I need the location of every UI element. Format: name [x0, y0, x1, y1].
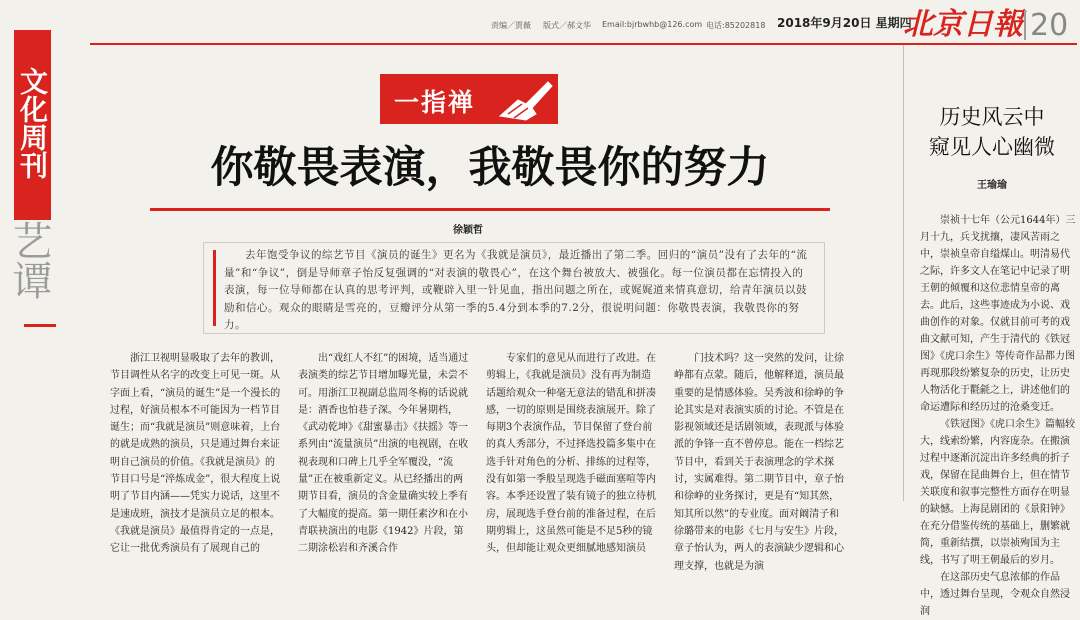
- headline-rule: [150, 208, 830, 211]
- article-author: 徐颖哲: [453, 225, 483, 236]
- sidebar-paragraph: 《铁冠图》《虎口余生》篇幅较大，线索纷繁，内容庞杂。在搬演过程中逐渐沉淀出许多经典的折子戏，保留在昆曲舞台上，但在情节关联度和叙事完整性方面存在明显的缺憾。上海昆剧团的《景阳钟》在充分借鉴传统的基础上，删繁就简，重新结撰，以崇祯殉国为主线，书写了明王朝最后的岁月。: [920, 419, 1075, 566]
- section-masthead: [14, 30, 51, 220]
- sidebar-body: [920, 212, 1076, 617]
- sidebar-paragraph: 崇祯十七年（公元1644年）三月十九，兵戈扰攘，凄风苦雨之中，崇祯皇帝自缢煤山。明清易代之际，许多文人在笔记中记录了明王朝的倾覆和这位悲情皇帝的离去。此后，这些事迹成为小说、戏曲创作的对象。仅就目前可考的戏曲文献可知，产生于清代的《铁冠图》《虎口余生》等传奇作品都力图再现那段纷繁复杂的历史，让历史人物活化于氍毹之上，讲述他们的命运遭际和经历过的沧桑变迁。: [920, 215, 1076, 413]
- column-1-text: 浙江卫视明显吸取了去年的教训，节目调性从名字的改变上可见一斑。从字面上看，“演员的诞生”是一个漫长的过程，好演员根本不可能因为一档节目诞生；而“我就是演员”则意味着，上台的就是成熟的演员，只是通过舞台来证明自己演员的价值。《我就是演员》的节目口号是“淬炼成金”，很大程度上说明了节目内涵——凭实力说话，这里不是速成班，演技才是演员立足的根本。《我就是演员》最值得肯定的一点是，它让一批优秀演员有了展现自己的: [110, 353, 281, 555]
- article-column-4: [674, 350, 846, 572]
- lead-accent-bar: [213, 250, 216, 326]
- article-headline: 你敬畏表演，我敬畏你的努力: [210, 143, 770, 193]
- header-separator: [1024, 10, 1026, 40]
- sidebar-title-line-2: 窥见人心幽微: [929, 135, 1055, 159]
- sidebar-paragraph: 在这部历史气息浓郁的作品中，透过舞台呈现，令观众自然浸润: [920, 572, 1070, 617]
- header-email: Email:bjrbwhb@126.com: [602, 20, 703, 29]
- section-masthead-text: 文化周刊: [16, 67, 49, 179]
- header-rule: [90, 43, 1077, 45]
- column-label-text: 一指禅: [394, 88, 476, 117]
- left-column: [0, 0, 62, 501]
- article-column-1: [110, 350, 282, 555]
- header-designer: 版式／郝文华: [543, 21, 591, 30]
- column-4-text: 门技术吗？这一突然的发问，让徐峥都有点蒙。随后，他解释道，演员最重要的是情感体验。吴秀波和徐峥的争论其实是对表演实质的讨论。不管是在影视领域还是话剧领域，表现派与体验派的争锋一直不曾停息。能在一档综艺节目中，看到关于表演理念的学术探讨，实属难得。第二期节目中，章子怡和徐峥的业务探讨，更是有“知其然，知其所以然”的专业度。面对阚清子和徐璐带来的电影《七月与安生》片段，章子怡认为，两人的表演缺少逻辑和心理支撑，也就是为演: [674, 353, 844, 572]
- left-accent-bar: [24, 324, 56, 327]
- page-number: 20: [1030, 8, 1069, 43]
- sidebar-title-line-1: 历史风云中: [939, 105, 1045, 129]
- column-3-text: 专家们的意见从而进行了改进。在剪辑上，《我就是演员》没有再为制造话题给观众一种毫无意法的错乱和拼凑感，一切的原则是围绕表演展开。除了每期3个表演作品，节目保留了登台前的真人秀部分，不过择选投篇多集中在选手针对角色的分析、排练的过程等，没有如第一季般呈现选手磁面塞喧等内容。本季还设置了装有镜子的独立待机房，展现选手登台前的准备过程，在后期剪辑上，这虽然可能是不足5秒的镜头，但却能让观众更细腻地感知演员: [486, 353, 656, 555]
- article-column-2: [298, 350, 470, 555]
- header-date: 2018年9月20日 星期四: [777, 16, 912, 30]
- sidebar-author: 王瑜瑜: [977, 180, 1007, 191]
- column-name: 艺谭: [6, 220, 52, 300]
- newspaper-logo: 北京日報: [903, 7, 1023, 42]
- article-lead: 去年饱受争议的综艺节目《演员的诞生》更名为《我就是演员》，最近播出了第二季。回归的“演员”没有了去年的“流量”和“争议”，倒是导师章子怡反复强调的“对表演的敬畏心”，在这个舞台被放大、被强化。每一位演员都在忘情投入的表演，每一位导师都在认真的思考评判，或鞭辟入里一针见血，指出问题之所在，或娓娓道来情真意切，给青年演员以鼓励和信心。观众的眼睛是雪亮的，豆瓣评分从第一季的5.4分到本季的7.2分，很说明问题：你敬畏表演，我敬畏你的努力。: [224, 249, 808, 332]
- header-phone: 电话:85202818: [706, 21, 766, 30]
- pointing-hand-icon: [496, 76, 554, 122]
- sidebar-title: [904, 102, 1080, 162]
- header-editor: 责编／贾薇: [491, 21, 531, 30]
- column-2-text: 出“戏红人不红”的困境，适当通过表演类的综艺节目增加曝光量，未尝不可。用浙江卫视副总监周冬梅的话说就是：酒香也怕巷子深。今年暑期档，《武动乾坤》《甜蜜暴击》《扶摇》等一系列由“流量演员”出演的电视剧，在收视表现和口碑上几乎全军覆没，“流量”正在被重新定义。从已经播出的两期节目看，演员的含金量确实较上季有了大幅度的提高。第一期任素汐和在小青联袂演出的电影《1942》片段，第二期涂松岩和齐溪合作: [298, 353, 469, 555]
- article-column-3: [486, 350, 658, 555]
